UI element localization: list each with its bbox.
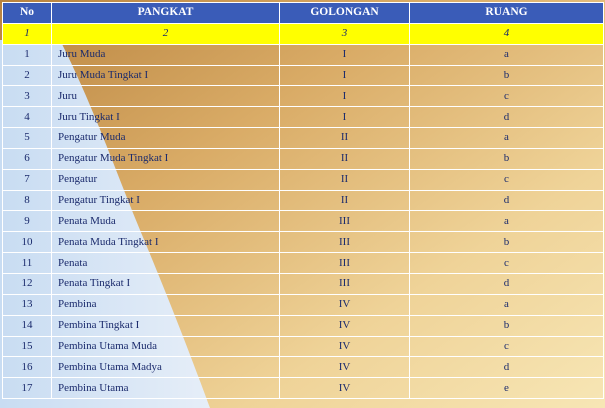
room-value: d [410,190,604,211]
table-row [3,315,604,336]
header-pangkat: PANGKAT [52,3,280,24]
table-row [3,273,604,294]
rank-name: Juru Muda [52,44,280,65]
index-cell: 1 [3,23,52,44]
table-row [3,128,604,149]
room-value: a [410,128,604,149]
room-value: d [410,357,604,378]
rank-table [2,2,604,399]
index-cell: 4 [410,23,604,44]
table-row [3,378,604,399]
rank-name: Pengatur Muda Tingkat I [52,148,280,169]
table-row [3,294,604,315]
rank-name: Juru Tingkat I [52,107,280,128]
table-row [3,148,604,169]
group-value: II [280,169,410,190]
rank-name: Pengatur Tingkat I [52,190,280,211]
rank-name: Pembina Utama Madya [52,357,280,378]
group-value: IV [280,336,410,357]
row-number: 7 [3,169,52,190]
group-value: I [280,86,410,107]
row-number: 10 [3,232,52,253]
table-row [3,190,604,211]
header-golongan: GOLONGAN [280,3,410,24]
row-number: 3 [3,86,52,107]
group-value: IV [280,294,410,315]
room-value: a [410,294,604,315]
table-row [3,65,604,86]
rank-name: Penata [52,253,280,274]
group-value: III [280,211,410,232]
rank-name: Pembina [52,294,280,315]
table-row [3,336,604,357]
row-number: 16 [3,357,52,378]
rank-name: Pembina Utama [52,378,280,399]
row-number: 5 [3,128,52,149]
rank-name: Pembina Utama Muda [52,336,280,357]
rank-name: Juru Muda Tingkat I [52,65,280,86]
rank-name: Penata Tingkat I [52,273,280,294]
rank-name: Penata Muda Tingkat I [52,232,280,253]
table-row [3,253,604,274]
room-value: c [410,169,604,190]
group-value: III [280,253,410,274]
group-value: IV [280,315,410,336]
rank-name: Penata Muda [52,211,280,232]
table-row [3,107,604,128]
room-value: b [410,315,604,336]
row-number: 4 [3,107,52,128]
index-cell: 3 [280,23,410,44]
group-value: II [280,148,410,169]
group-value: II [280,128,410,149]
header-row [3,3,604,24]
rank-name: Juru [52,86,280,107]
group-value: IV [280,378,410,399]
row-number: 13 [3,294,52,315]
rank-name: Pembina Tingkat I [52,315,280,336]
table-row [3,211,604,232]
group-value: I [280,44,410,65]
row-number: 15 [3,336,52,357]
group-value: III [280,273,410,294]
row-number: 1 [3,44,52,65]
row-number: 14 [3,315,52,336]
group-value: II [280,190,410,211]
row-number: 17 [3,378,52,399]
room-value: c [410,253,604,274]
rank-name: Pengatur Muda [52,128,280,149]
group-value: IV [280,357,410,378]
table-row [3,44,604,65]
room-value: c [410,86,604,107]
rank-name: Pengatur [52,169,280,190]
row-number: 11 [3,253,52,274]
group-value: III [280,232,410,253]
index-cell: 2 [52,23,280,44]
group-value: I [280,107,410,128]
row-number: 2 [3,65,52,86]
header-no: No [3,3,52,24]
row-number: 6 [3,148,52,169]
room-value: d [410,273,604,294]
room-value: a [410,211,604,232]
row-number: 8 [3,190,52,211]
room-value: b [410,65,604,86]
row-number: 9 [3,211,52,232]
room-value: b [410,232,604,253]
room-value: d [410,107,604,128]
header-ruang: RUANG [410,3,604,24]
room-value: b [410,148,604,169]
group-value: I [280,65,410,86]
room-value: c [410,336,604,357]
table-row [3,232,604,253]
room-value: a [410,44,604,65]
room-value: e [410,378,604,399]
row-number: 12 [3,273,52,294]
column-index-row [3,23,604,44]
table-row [3,86,604,107]
table-row [3,169,604,190]
table-row [3,357,604,378]
